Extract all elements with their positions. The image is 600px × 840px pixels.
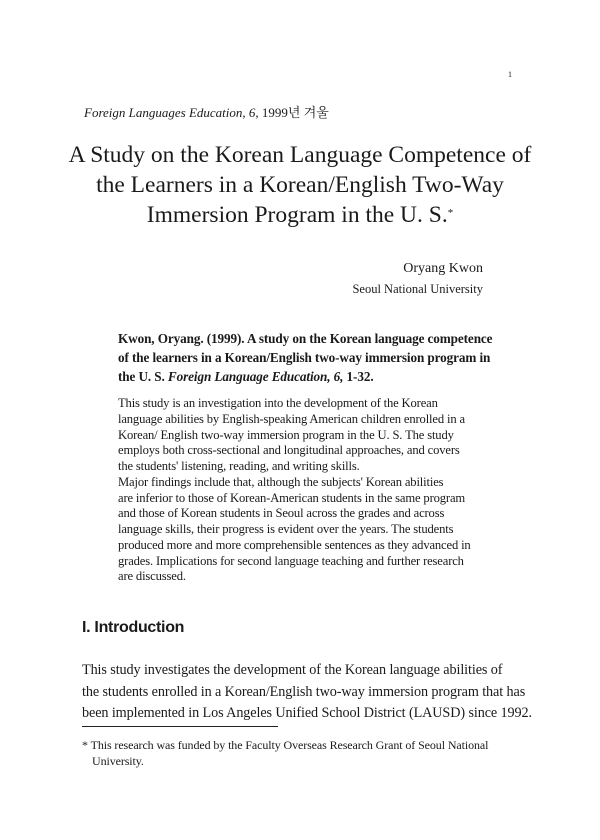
citation-prefix: the U. S. [118, 369, 168, 384]
abstract-line: language abilities by English-speaking American children enrolled in a [118, 411, 465, 426]
citation-pages: 1-32. [343, 369, 374, 384]
paper-title [60, 140, 540, 230]
abstract-line: language skills, their progress is evident over the years. The students [118, 522, 454, 536]
abstract [118, 396, 484, 585]
abstract-line: the students' listening, reading, and writing skills. [118, 459, 360, 473]
title-line-3-text: Immersion Program in the U. S. [146, 202, 448, 228]
author-name: Oryang Kwon [403, 261, 483, 276]
abstract-line: Korean/ English two-way immersion program in the U. S. The study [118, 427, 454, 442]
abstract-line: grades. Implications for second language teaching and further research [118, 553, 464, 568]
footnote [82, 737, 522, 769]
title-line-1: A Study on the Korean Language Competence of [68, 142, 532, 168]
journal-year-season: 1999년 겨울 [258, 105, 329, 120]
footnote-line-2: University. [92, 754, 144, 768]
citation-line-1: Kwon, Oryang. (1999). A study on the Korean language competence [118, 331, 493, 346]
journal-name: Foreign Languages Education, 6, [84, 105, 259, 120]
citation [118, 329, 493, 386]
title-line-2: the Learners in a Korean/English Two-Way [96, 172, 504, 198]
body-text [82, 660, 532, 725]
citation-line-3 [118, 367, 484, 386]
page-number: 1 [508, 70, 512, 79]
author-block [352, 260, 483, 298]
footnote-line-1: * This research was funded by the Faculty Overseas Research Grant of Seoul National [82, 738, 489, 752]
title-line-3 [60, 200, 540, 230]
section-heading: I. Introduction [82, 619, 185, 636]
journal-header [84, 102, 329, 121]
title-footnote-mark: * [447, 207, 454, 219]
abstract-line: employs both cross-sectional and longitudinal approaches, and covers [118, 443, 460, 458]
abstract-line: are inferior to those of Korean-American students in the same program [118, 490, 466, 505]
body-line: This study investigates the development of the Korean language abilities of [82, 662, 503, 678]
citation-journal: Foreign Language Education, 6, [167, 369, 344, 384]
abstract-line: produced more and more comprehensible sentences as they advanced in [118, 537, 471, 552]
abstract-line: This study is an investigation into the development of the Korean [118, 396, 438, 410]
citation-line-2: of the learners in a Korean/English two-way immersion program in [118, 350, 491, 365]
abstract-line: Major findings include that, although the subjects' Korean abilities [118, 474, 444, 489]
abstract-line: and those of Korean students in Seoul across the grades and across [118, 506, 445, 521]
body-line: been implemented in Los Angeles Unified School District (LAUSD) since 1992. [82, 705, 532, 721]
author-affiliation: Seoul National University [352, 282, 483, 296]
body-line: the students enrolled in a Korean/English two-way immersion program that has [82, 683, 526, 700]
abstract-line: are discussed. [118, 569, 186, 584]
footnote-rule [82, 726, 278, 727]
